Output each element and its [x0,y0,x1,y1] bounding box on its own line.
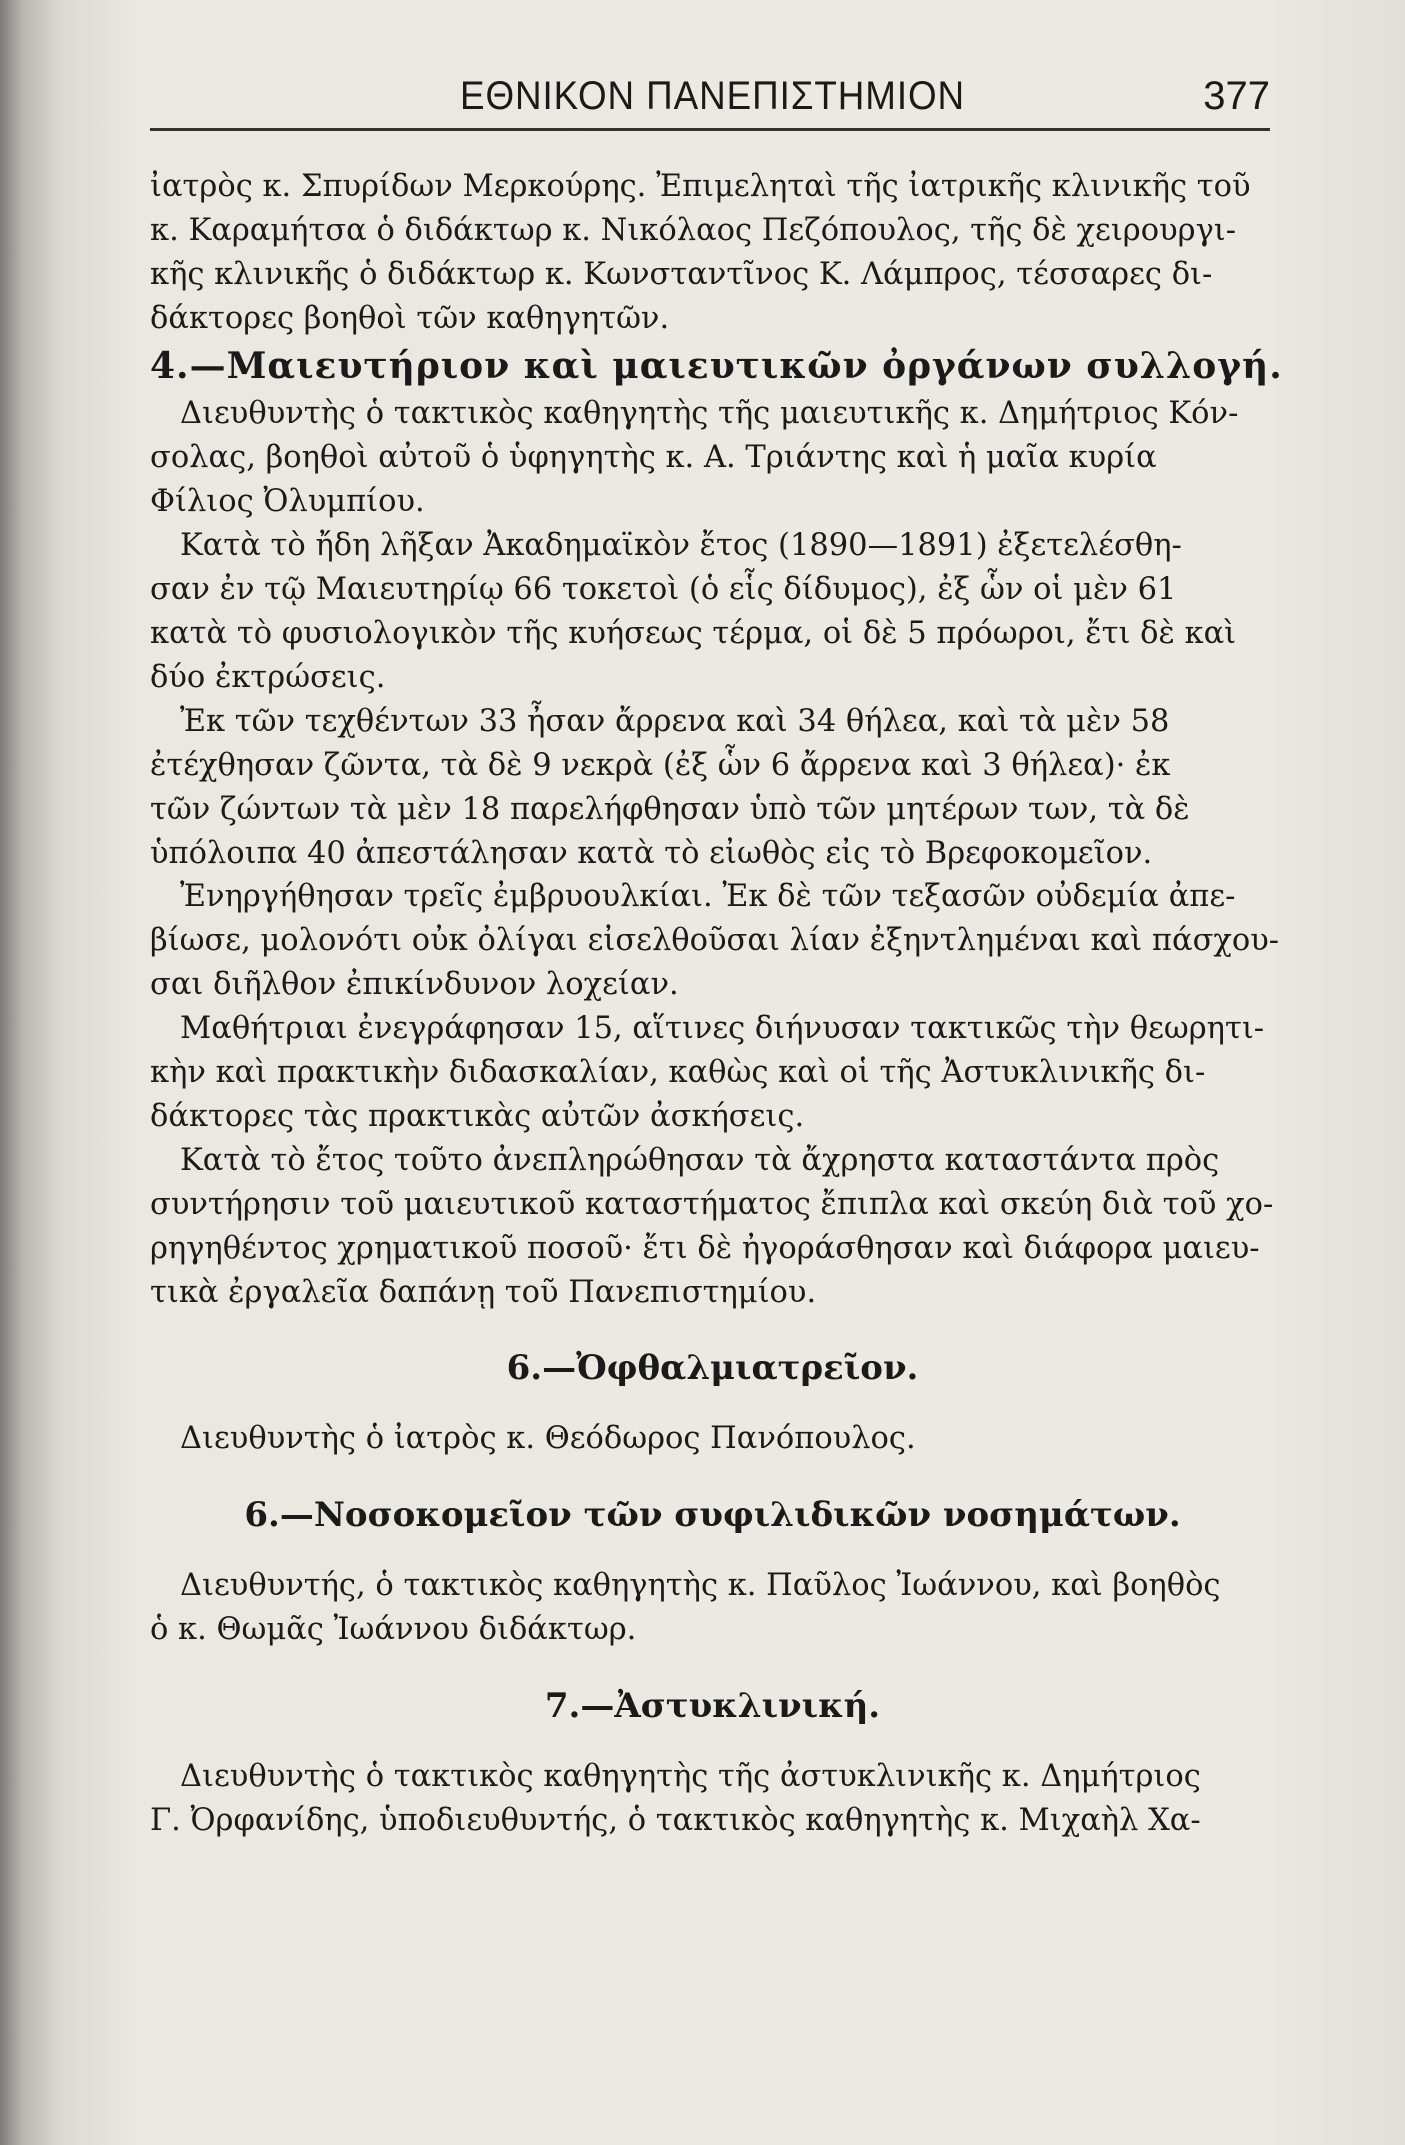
text-line: βίωσε, μολονότι οὐκ ὀλίγαι εἰσελθοῦσαι λίαν ἐξηντλημέναι καὶ πάσχου- [150,923,1280,959]
paragraph [150,700,1275,876]
text-line: κατὰ τὸ φυσιολογικὸν τῆς κυήσεως τέρμα, οἱ δὲ 5 πρόωροι, ἔτι δὲ καὶ [150,615,1237,651]
text-line: τικὰ ἐργαλεῖα δαπάνῃ τοῦ Πανεπιστημίου. [150,1274,817,1310]
text-line: ὁ κ. Θωμᾶς Ἰωάννου διδάκτωρ. [150,1612,637,1648]
text-line: δάκτορες τὰς πρακτικὰς αὐτῶν ἀσκήσεις. [150,1098,805,1134]
text-line: ἰατρὸς κ. Σπυρίδων Μερκούρης. Ἐπιμεληταὶ τῆς ἰατρικῆς κλινικῆς τοῦ [150,169,1251,204]
header-rule [150,128,1270,131]
paragraph [150,1007,1275,1139]
paragraph [150,1564,1275,1652]
paragraph [150,392,1275,524]
paragraph [150,165,1275,341]
text-line: Φίλιος Ὀλυμπίου. [150,484,425,520]
text-line: Ἐκ τῶν τεχθέντων 33 ἦσαν ἄρρενα καὶ 34 θήλεα, καὶ τὰ μὲν 58 [180,703,1170,739]
text-line: Διευθυντὴς ὁ ἰατρὸς κ. Θεόδωρος Πανόπουλος. [180,1421,916,1457]
paragraph [150,524,1275,700]
text-line: ὑπόλοιπα 40 ἀπεστάλησαν κατὰ τὸ εἰωθὸς εἰς τὸ Βρεφοκομεῖον. [150,835,1153,871]
text-line: Κατὰ τὸ ἔτος τοῦτο ἀνεπληρώθησαν τὰ ἄχρηστα καταστάντα πρὸς [180,1142,1220,1178]
page-header [150,62,1270,126]
text-line: κ. Καραμήτσα ὁ διδάκτωρ κ. Νικόλαος Πεζόπουλος, τῆς δὲ χειρουργι- [150,212,1237,248]
text-line: ἐτέχθησαν ζῶντα, τὰ δὲ 9 νεκρὰ (ἐξ ὧν 6 ἄρρενα καὶ 3 θήλεα)· ἐκ [150,747,1171,783]
text-line: ρηγηθέντος χρηματικοῦ ποσοῦ· ἔτι δὲ ἠγοράσθησαν καὶ διάφορα μαιευ- [150,1230,1260,1266]
section-title-ofthalmiatreion: 6.—Ὀφθαλμιατρεῖον. [506,1348,919,1389]
text-line: συντήρησιν τοῦ μαιευτικοῦ καταστήματος ἔπιπλα καὶ σκεύη διὰ τοῦ χο- [150,1186,1274,1222]
text-line: Διευθυντὴς ὁ τακτικὸς καθηγητὴς τῆς ἀστυκλινικῆς κ. Δημήτριος [180,1759,1201,1795]
paragraph [150,875,1280,1007]
text-line: σολας, βοηθοὶ αὐτοῦ ὁ ὑφηγητὴς κ. Α. Τριάντης καὶ ἡ μαῖα κυρία [150,440,1157,476]
text-line: δάκτορες βοηθοὶ τῶν καθηγητῶν. [150,300,670,336]
text-line: σαι διῆλθον ἐπικίνδυνον λοχείαν. [150,967,679,1003]
section-title-nosokomeion: 6.—Νοσοκομεῖον τῶν συφιλιδικῶν νοσημάτων. [244,1495,1181,1536]
section-heading [150,341,1283,393]
text-line: Διευθυντὴς ὁ τακτικὸς καθηγητὴς τῆς μαιευτικῆς κ. Δημήτριος Κόν- [180,396,1239,432]
running-head: ΕΘΝΙΚΟΝ ΠΑΝΕΠΙΣΤΗΜΙΟΝ [460,74,966,118]
paragraph [150,1755,1275,1843]
text-line: κὴν καὶ πρακτικὴν διδασκαλίαν, καθὼς καὶ οἱ τῆς Ἀστυκλινικῆς δι- [150,1055,1206,1091]
section-title-maieutirion: 4.—Μαιευτήριον καὶ μαιευτικῶν ὀργάνων συλλογή. [150,344,1283,387]
text-line: τῶν ζώντων τὰ μὲν 18 παρελήφθησαν ὑπὸ τῶν μητέρων των, τὰ δὲ [150,791,1190,827]
text-line: κῆς κλινικῆς ὁ διδάκτωρ κ. Κωνσταντῖνος Κ. Λάμπρος, τέσσαρες δι- [150,256,1213,292]
text-line: Μαθήτριαι ἐνεγράφησαν 15, αἵτινες διήνυσαν τακτικῶς τὴν θεωρητι- [180,1011,1265,1047]
paragraph [150,1139,1275,1315]
text-line: Κατὰ τὸ ἤδη λῆξαν Ἀκαδημαϊκὸν ἔτος (1890—1891) ἐξετελέσθη- [180,528,1182,564]
text-line: Ἐνηργήθησαν τρεῖς ἐμβρυουλκίαι. Ἐκ δὲ τῶν τεξασῶν οὐδεμία ἀπε- [180,879,1236,915]
section-title-astyklinike: 7.—Ἀστυκλινική. [544,1686,881,1727]
text-line: σαν ἐν τῷ Μαιευτηρίῳ 66 τοκετοὶ (ὁ εἷς δίδυμος), ἐξ ὧν οἱ μὲν 61 [150,572,1177,608]
text-line: Διευθυντής, ὁ τακτικὸς καθηγητὴς κ. Παῦλος Ἰωάννου, καὶ βοηθὸς [180,1568,1221,1604]
page-number: 377 [1203,74,1270,118]
paragraph [150,1417,1275,1461]
text-line: δύο ἐκτρώσεις. [150,659,386,695]
text-line: Γ. Ὀρφανίδης, ὑποδιευθυντής, ὁ τακτικὸς καθηγητὴς κ. Μιχαὴλ Χα- [150,1802,1201,1838]
body-text [150,165,1283,1843]
